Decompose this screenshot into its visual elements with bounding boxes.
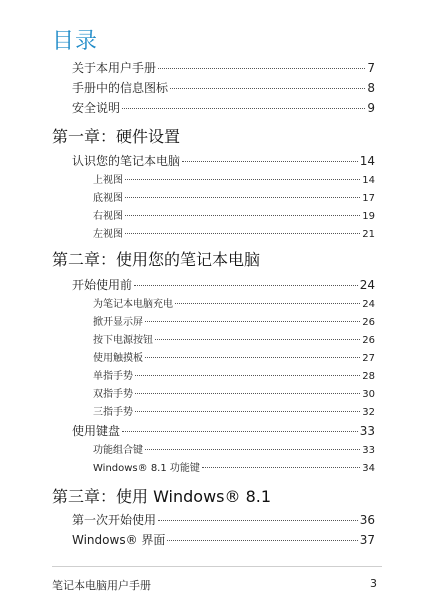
dot-leader	[125, 179, 360, 180]
toc-subentry-label: 使用触摸板	[93, 353, 143, 364]
toc-entry[interactable]	[72, 99, 375, 116]
toc-subentry[interactable]	[93, 385, 375, 400]
dot-leader	[135, 393, 360, 394]
dot-leader	[202, 467, 360, 468]
dot-leader	[125, 215, 360, 216]
footer-divider	[52, 566, 382, 567]
toc-subentry-page: 33	[362, 445, 375, 456]
toc-subentry[interactable]	[93, 295, 375, 310]
dot-leader	[122, 431, 358, 432]
toc-subentry-page: 28	[362, 371, 375, 382]
dot-leader	[158, 520, 358, 521]
toc-entry[interactable]	[72, 79, 375, 96]
toc-subentry-page: 24	[362, 299, 375, 310]
toc-subentry-label: 单指手势	[93, 371, 133, 382]
toc-section-page: 37	[359, 533, 375, 547]
toc-section-label: 认识您的笔记本电脑	[72, 154, 181, 168]
dot-leader	[158, 68, 365, 69]
toc-subentry-label: 底视图	[93, 193, 123, 204]
toc-subentry[interactable]	[93, 367, 375, 382]
dot-leader	[134, 285, 358, 286]
toc-subentry-label: 按下电源按钮	[93, 335, 153, 346]
toc-subentry-page: 32	[362, 407, 375, 418]
toc-subentry-page: 26	[362, 335, 375, 346]
dot-leader	[182, 161, 358, 162]
footer-manual-name: 笔记本电脑用户手册	[52, 579, 151, 592]
toc-section-page: 36	[359, 513, 375, 527]
toc-entry-label: 关于本用户手册	[72, 61, 157, 75]
toc-section[interactable]	[72, 422, 375, 439]
toc-subentry-label: 功能组合键	[93, 445, 143, 456]
toc-subentry[interactable]	[93, 331, 375, 346]
toc-subentry-label: 上视图	[93, 175, 123, 186]
footer-page-number: 3	[370, 577, 377, 590]
dot-leader	[125, 233, 360, 234]
toc-subentry[interactable]	[93, 207, 375, 222]
dot-leader	[145, 357, 360, 358]
toc-subentry-page: 17	[362, 193, 375, 204]
dot-leader	[155, 339, 360, 340]
toc-subentry[interactable]	[93, 313, 375, 328]
toc-subentry-page: 19	[362, 211, 375, 222]
toc-entry-page: 7	[367, 61, 375, 75]
toc-subentry-page: 26	[362, 317, 375, 328]
toc-subentry-label: 左视图	[93, 229, 123, 240]
chapter-heading: 第二章：使用您的笔记本电脑	[52, 250, 261, 269]
toc-subentry-page: 27	[362, 353, 375, 364]
dot-leader	[170, 88, 365, 89]
toc-subentry[interactable]	[93, 459, 375, 474]
toc-subentry-page: 34	[362, 463, 375, 474]
dot-leader	[135, 411, 360, 412]
toc-subentry[interactable]	[93, 189, 375, 204]
dot-leader	[122, 108, 365, 109]
toc-section-label: Windows® 界面	[72, 533, 166, 547]
toc-subentry-label: 掀开显示屏	[93, 317, 143, 328]
toc-subentry-label: 双指手势	[93, 389, 133, 400]
toc-entry-page: 8	[367, 81, 375, 95]
toc-subentry-page: 14	[362, 175, 375, 186]
toc-subentry[interactable]	[93, 349, 375, 364]
toc-section-label: 使用键盘	[72, 424, 121, 438]
toc-section[interactable]	[72, 531, 375, 548]
toc-section-label: 第一次开始使用	[72, 513, 157, 527]
toc-subentry-label: 右视图	[93, 211, 123, 222]
toc-section[interactable]	[72, 511, 375, 528]
toc-section-page: 33	[359, 424, 375, 438]
dot-leader	[135, 375, 360, 376]
dot-leader	[125, 197, 360, 198]
dot-leader	[145, 321, 360, 322]
dot-leader	[175, 303, 360, 304]
toc-section[interactable]	[72, 152, 375, 169]
dot-leader	[167, 540, 357, 541]
toc-subentry-label: 为笔记本电脑充电	[93, 299, 173, 310]
chapter-heading: 第三章：使用 Windows® 8.1	[52, 487, 272, 506]
toc-subentry[interactable]	[93, 225, 375, 240]
toc-subentry[interactable]	[93, 403, 375, 418]
dot-leader	[145, 449, 360, 450]
toc-entry-label: 手册中的信息图标	[72, 81, 169, 95]
chapter-heading: 第一章：硬件设置	[52, 127, 181, 146]
toc-entry[interactable]	[72, 59, 375, 76]
toc-subentry-label: Windows® 8.1 功能键	[93, 463, 200, 474]
page-title: 目录	[52, 29, 99, 54]
toc-section-page: 14	[359, 154, 375, 168]
toc-subentry-page: 30	[362, 389, 375, 400]
toc-section-page: 24	[359, 278, 375, 292]
toc-subentry-page: 21	[362, 229, 375, 240]
toc-entry-page: 9	[367, 101, 375, 115]
toc-subentry[interactable]	[93, 171, 375, 186]
toc-entry-label: 安全说明	[72, 101, 121, 115]
toc-section-label: 开始使用前	[72, 278, 133, 292]
toc-section[interactable]	[72, 276, 375, 293]
toc-subentry[interactable]	[93, 441, 375, 456]
toc-subentry-label: 三指手势	[93, 407, 133, 418]
